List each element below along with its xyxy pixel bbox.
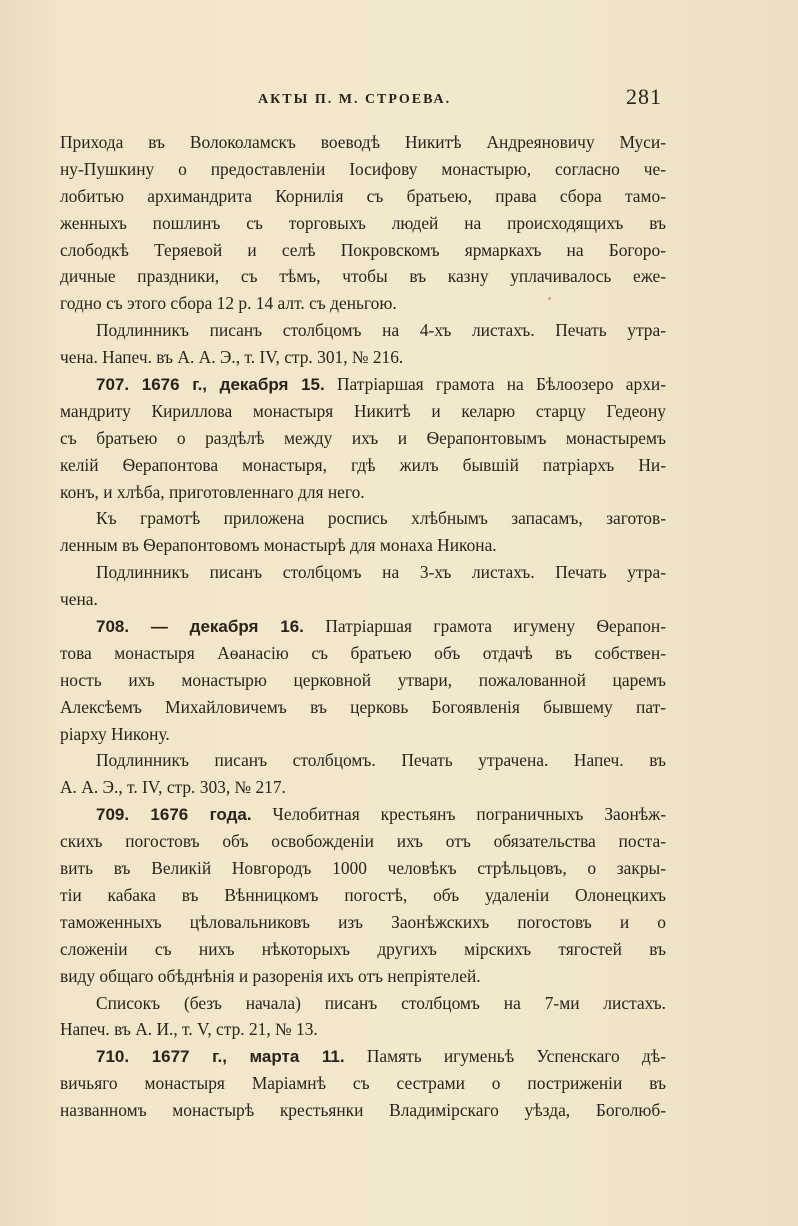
- text-line: [60, 263, 666, 290]
- entry-date: 1676 г., декабря 15.: [129, 375, 325, 395]
- line-text: Подлинникъ писанъ столбцомъ на 3-хъ листахъ. Печать утра-: [96, 562, 666, 583]
- line-text: Челобитная крестьянъ пограничныхъ Заонѣж-: [251, 804, 666, 825]
- paragraph: [60, 747, 666, 801]
- line-text: скихъ погостовъ объ освобожденіи ихъ отъ обязательства поста-: [60, 831, 666, 852]
- line-text: Списокъ (безъ начала) писанъ столбцомъ на 7-ми листахъ.: [96, 992, 666, 1013]
- page-number: 281: [626, 84, 662, 109]
- entry-date: 1677 г., марта 11.: [129, 1047, 345, 1067]
- line-text: дичные праздники, съ тѣмъ, чтобы въ казну уплачивалось еже-: [60, 266, 666, 287]
- line-text: мандриту Кириллова монастыря Никитѣ и келарю старцу Гедеону: [60, 400, 666, 421]
- paragraph: [60, 801, 666, 989]
- line-text: Напеч. въ А. И., т. V, стр. 21, № 13.: [60, 1019, 318, 1040]
- text-line: [60, 667, 666, 694]
- entry-date: — декабря 16.: [129, 617, 304, 637]
- text-line: [60, 963, 666, 990]
- line-text: Алексѣемъ Михайловичемъ въ церковь Богоявленія бывшему пат-: [60, 696, 666, 717]
- line-text: таможенныхъ цѣловальниковъ изъ Заонѣжскихъ погостовъ и о: [60, 911, 666, 932]
- paragraph: [60, 990, 666, 1044]
- line-text: чена.: [60, 589, 98, 610]
- paragraph: [60, 1043, 666, 1124]
- paragraph: [60, 559, 666, 613]
- text-line: [60, 990, 666, 1017]
- page-header: [0, 86, 798, 116]
- text-line: [60, 586, 666, 613]
- text-line: [60, 156, 666, 183]
- text-line: [60, 909, 666, 936]
- text-line: [60, 237, 666, 264]
- running-title: АКТЫ П. М. СТРОЕВА.: [258, 92, 452, 107]
- text-line: [60, 1016, 666, 1043]
- line-text: лобитью архимандрита Корнилія съ братьею, права сбора тамо-: [60, 185, 666, 206]
- line-text: Прихода въ Волоколамскъ воеводѣ Никитѣ Андреяновичу Муси-: [60, 132, 666, 152]
- text-line: [60, 640, 666, 667]
- entry-number: 707.: [96, 375, 130, 395]
- line-text: женныхъ пошлинъ съ торговыхъ людей на происходящихъ въ: [60, 212, 666, 233]
- text-line: [60, 371, 666, 398]
- text-line: [60, 936, 666, 963]
- line-text: съ братьею о раздѣлѣ между ихъ и Ѳерапонтовымъ монастыремъ: [60, 427, 666, 448]
- text-line: [60, 532, 666, 559]
- text-line: [60, 398, 666, 425]
- paragraph: [60, 317, 666, 371]
- entry-number: 709.: [96, 805, 130, 825]
- line-text: келій Ѳерапонтова монастыря, гдѣ жилъ бывшій патріархъ Ни-: [60, 454, 666, 475]
- line-text: А. А. Э., т. IV, стр. 303, № 217.: [60, 777, 286, 798]
- text-line: [60, 505, 666, 532]
- text-line: [60, 855, 666, 882]
- text-line: [60, 613, 666, 640]
- text-line: [60, 774, 666, 801]
- line-text: Патріаршая грамота игумену Ѳерапон-: [303, 616, 667, 637]
- text-line: [60, 317, 666, 344]
- text-line: [60, 828, 666, 855]
- text-line: [60, 210, 666, 237]
- text-line: [60, 801, 666, 828]
- line-text: тіи кабака въ Вѣнницкомъ погостѣ, объ удаленіи Олонецкихъ: [60, 884, 666, 905]
- line-text: това монастыря Аѳанасію съ братьею объ отдачѣ въ собствен-: [60, 642, 666, 663]
- text-line: [60, 479, 666, 506]
- text-line: [60, 425, 666, 452]
- line-text: конъ, и хлѣба, приготовленнаго для него.: [60, 481, 365, 502]
- text-line: [60, 1097, 666, 1124]
- text-line: [60, 721, 666, 748]
- line-text: ленным въ Ѳерапонтовомъ монастырѣ для монаха Никона.: [60, 535, 497, 556]
- paragraph: [60, 371, 666, 505]
- entry-number: 710.: [96, 1047, 130, 1067]
- line-text: ну-Пушкину о предоставленіи Іосифову монастырю, согласно че-: [60, 158, 666, 179]
- text-line: [60, 183, 666, 210]
- text-line: [60, 1070, 666, 1097]
- line-text: Подлинникъ писанъ столбцомъ. Печать утрачена. Напеч. въ: [96, 750, 666, 771]
- line-text: Къ грамотѣ приложена роспись хлѣбнымъ запасамъ, заготов-: [96, 508, 666, 529]
- line-text: годно съ этого сбора 12 р. 14 алт. съ деньгою.: [60, 293, 397, 314]
- line-text: Патріаршая грамота на Бѣлоозеро архи-: [324, 374, 666, 395]
- entry-number: 708.: [96, 617, 130, 637]
- line-text: Подлинникъ писанъ столбцомъ на 4-хъ листахъ. Печать утра-: [96, 320, 666, 341]
- line-text: ность ихъ монастырю церковной утвари, пожалованной царемъ: [60, 669, 666, 690]
- text-line: [60, 694, 666, 721]
- paragraph: [60, 505, 666, 559]
- line-text: Память игуменьѣ Успенскаго дѣ-: [344, 1046, 666, 1067]
- text-line: [60, 290, 666, 317]
- entry-date: 1676 года.: [129, 805, 252, 825]
- page-body: [60, 129, 666, 1124]
- line-text: чена. Напеч. въ А. А. Э., т. IV, стр. 301, № 216.: [60, 347, 404, 368]
- line-text: виду общаго обѣднѣнія и разоренія ихъ отъ непріятелей.: [60, 965, 481, 986]
- text-line: [60, 559, 666, 586]
- text-line: [60, 129, 666, 156]
- text-line: [60, 452, 666, 479]
- paragraph: [60, 129, 666, 317]
- line-text: ріарху Никону.: [60, 723, 170, 744]
- text-line: [60, 344, 666, 371]
- paragraph: [60, 613, 666, 747]
- line-text: вить въ Великій Новгородъ 1000 человѣкъ стрѣльцовъ, о закры-: [60, 858, 666, 879]
- line-text: вичьяго монастыря Маріамнѣ съ сестрами о постриженіи въ: [60, 1073, 666, 1094]
- text-line: [60, 882, 666, 909]
- line-text: слободкѣ Теряевой и селѣ Покровскомъ ярмаркахъ на Богоро-: [60, 239, 666, 260]
- line-text: сложеніи съ нихъ нѣкоторыхъ другихъ мірскихъ тягостей въ: [60, 938, 666, 959]
- text-line: [60, 747, 666, 774]
- text-line: [60, 1043, 666, 1070]
- line-text: названномъ монастырѣ крестьянки Владимірскаго уѣзда, Боголюб-: [60, 1100, 666, 1121]
